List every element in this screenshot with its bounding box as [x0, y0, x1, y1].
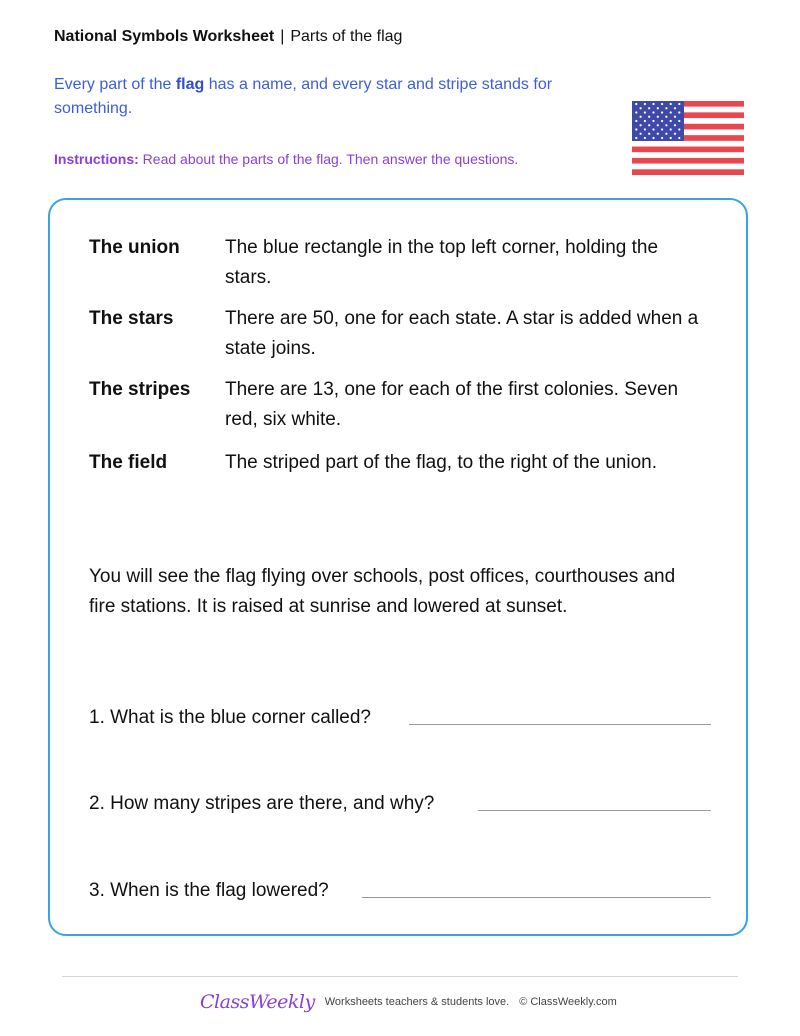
- flag-star: [665, 107, 667, 109]
- flag-stripe: [632, 169, 744, 175]
- flag-star: [644, 103, 646, 105]
- intro-before: Every part of the: [54, 76, 176, 93]
- flag-star: [670, 120, 672, 122]
- flag-stripe: [632, 141, 744, 147]
- flag-star: [665, 133, 667, 135]
- flag-star: [652, 103, 654, 105]
- header-separator: |: [280, 28, 285, 45]
- flag-star: [657, 107, 659, 109]
- brand-logo: ClassWeekly: [200, 991, 315, 1013]
- flag-star: [644, 137, 646, 139]
- question-1: 1. What is the blue corner called?: [89, 707, 371, 728]
- flag-star: [644, 128, 646, 130]
- intro-after: has a name, and every star and stripe stands for something.: [54, 76, 553, 117]
- flag-star: [678, 128, 680, 130]
- flag-star: [652, 111, 654, 113]
- term-label: The field: [89, 452, 168, 473]
- flag-star: [644, 111, 646, 113]
- flag-star: [661, 120, 663, 122]
- flag-stripe: [632, 152, 744, 158]
- flag-star: [678, 120, 680, 122]
- flag-stripe: [632, 158, 744, 164]
- flag-union: [632, 101, 684, 141]
- flag-star: [674, 124, 676, 126]
- answer-line-3[interactable]: [362, 897, 711, 898]
- flag-star: [648, 133, 650, 135]
- intro-text: [54, 73, 614, 121]
- footer-copyright: © ClassWeekly.com: [519, 996, 617, 1008]
- flag-star: [657, 124, 659, 126]
- flag-star: [670, 128, 672, 130]
- flag-star: [640, 133, 642, 135]
- term-definition: The blue rectangle in the top left corner, holding the stars.: [225, 237, 659, 288]
- us-flag-icon: [632, 101, 744, 175]
- flag-star: [635, 137, 637, 139]
- flag-star: [640, 124, 642, 126]
- flag-star: [665, 124, 667, 126]
- term-definition: There are 13, one for each of the first colonies. Seven red, six white.: [225, 379, 679, 430]
- flag-star: [678, 111, 680, 113]
- flag-star: [635, 128, 637, 130]
- flag-star: [644, 120, 646, 122]
- worksheet-title: National Symbols Worksheet: [54, 28, 275, 45]
- footer: [200, 988, 617, 1016]
- question-2: 2. How many stripes are there, and why?: [89, 793, 435, 814]
- question-3: 3. When is the flag lowered?: [89, 880, 329, 901]
- flag-star: [661, 111, 663, 113]
- flag-star: [648, 124, 650, 126]
- flag-star: [665, 116, 667, 118]
- instructions-label: Instructions:: [54, 151, 139, 167]
- answer-line-1[interactable]: [409, 724, 711, 725]
- flag-star: [640, 107, 642, 109]
- flag-star: [670, 111, 672, 113]
- flag-star: [652, 120, 654, 122]
- flag-star: [678, 103, 680, 105]
- worksheet-header: [54, 28, 402, 46]
- flag-stripe: [632, 147, 744, 153]
- flag-star: [661, 137, 663, 139]
- flag-star: [657, 133, 659, 135]
- flag-star: [661, 128, 663, 130]
- flag-star: [635, 111, 637, 113]
- footer-divider: [62, 976, 738, 977]
- instructions: [54, 151, 518, 167]
- worksheet-subtitle: Parts of the flag: [290, 28, 403, 45]
- term-definition: The striped part of the flag, to the right of the union.: [225, 452, 657, 473]
- flag-stripe: [632, 164, 744, 170]
- term-label: The stars: [89, 308, 174, 329]
- flag-star: [670, 137, 672, 139]
- flag-star: [648, 107, 650, 109]
- flag-star: [674, 116, 676, 118]
- flag-paragraph: You will see the flag flying over schools, post offices, courthouses and fire stations. It is raised at sunrise and lowered at sunset.: [89, 566, 676, 617]
- flag-star: [674, 133, 676, 135]
- instructions-text: Read about the parts of the flag. Then answer the questions.: [138, 151, 519, 167]
- intro-highlight: flag: [175, 76, 205, 93]
- flag-star: [661, 103, 663, 105]
- flag-star: [674, 107, 676, 109]
- flag-star: [678, 137, 680, 139]
- flag-star: [635, 103, 637, 105]
- flag-star: [652, 128, 654, 130]
- flag-star: [635, 120, 637, 122]
- term-label: The union: [89, 237, 180, 258]
- answer-line-2[interactable]: [478, 810, 711, 811]
- flag-star: [640, 116, 642, 118]
- flag-star: [657, 116, 659, 118]
- flag-star: [670, 103, 672, 105]
- flag-star: [648, 116, 650, 118]
- term-definition: There are 50, one for each state. A star is added when a state joins.: [225, 308, 699, 359]
- footer-tagline: Worksheets teachers & students love.: [324, 996, 510, 1008]
- term-label: The stripes: [89, 379, 191, 400]
- flag-star: [652, 137, 654, 139]
